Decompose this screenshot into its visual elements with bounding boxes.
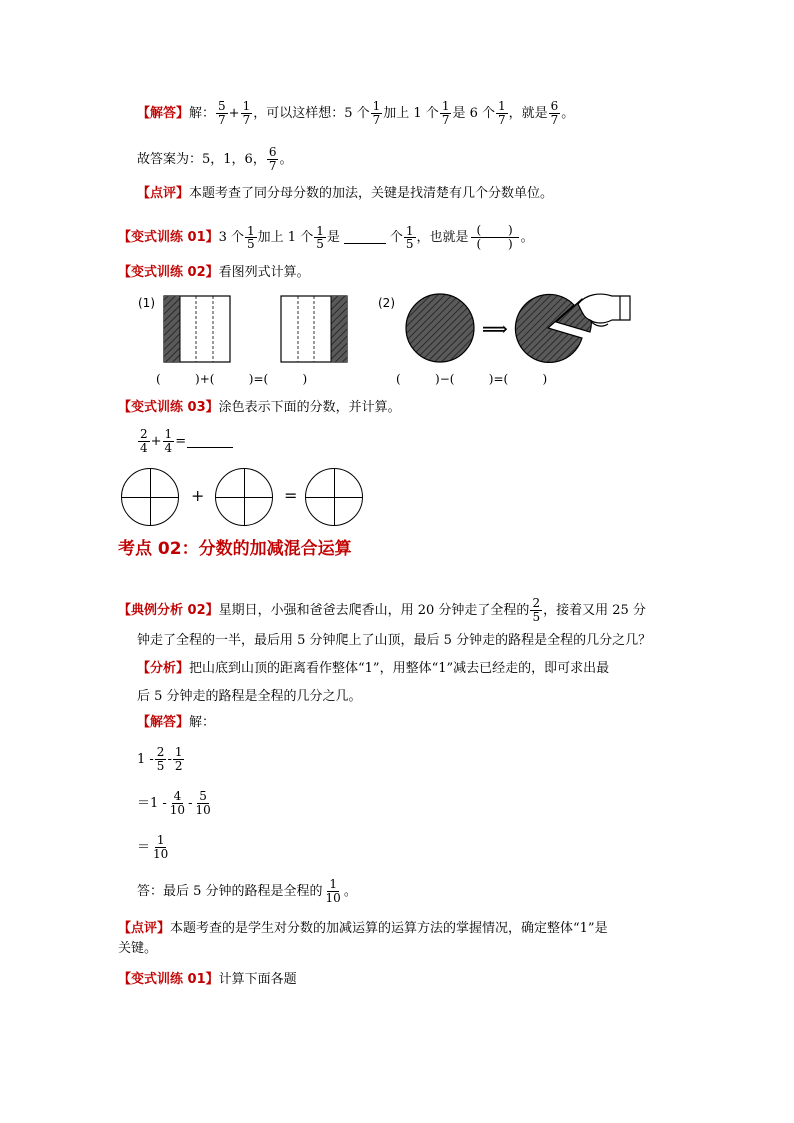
fraction: $\frac{1}{10}$: [153, 833, 169, 861]
fraction: $\frac{1}{5}$: [316, 223, 324, 252]
answer-tag: 【解答】: [137, 715, 190, 730]
plus-sign: +: [191, 486, 205, 505]
fraction: $\frac{2}{4}$: [140, 427, 148, 455]
fraction: $\frac{1}{4}$: [164, 427, 173, 455]
fraction: $\frac{2}{5}$: [156, 745, 165, 773]
quartered-circle-3[interactable]: [305, 468, 363, 526]
fraction: $\frac{4}{10}$: [169, 789, 186, 817]
train3-line: 【变式训练 03】 涂色表示下面的分数，并计算。: [118, 400, 401, 415]
arrow-icon: ⟹: [482, 319, 508, 340]
answer-tag: 【解答】: [137, 105, 190, 121]
comment-tag: 【点评】: [137, 186, 190, 201]
train1-tag: 【变式训练 01】: [118, 230, 219, 246]
equals-sign: =: [284, 486, 298, 505]
circle-full: [406, 294, 474, 362]
analysis-line-1: 【分析】 把山底到山顶的距离看作整体“1”，用整体“1”减去已经走的，即可求出最: [137, 661, 610, 676]
figure-label-2: (2): [378, 296, 395, 310]
equation-blanks-1[interactable]: ( )+( )=( ): [156, 372, 308, 386]
analysis-tag: 【分析】: [137, 661, 190, 676]
analysis-line-2: 后 5 分钟走的路程是全程的几分之几。: [137, 689, 362, 704]
train3-expression: $\frac{2}{4}$ + $\frac{1}{4}$ =: [137, 428, 237, 454]
answer-line: 【解答】 解： $\frac{5}{7}$ + $\frac{1}{7}$ ，可以这样想：5 个 $\frac{1}{7}$ 加上 1 个 $\frac{1}{7}$ 是 6 个 $\frac{1}{7}$ ，就是 $\frac{6}{7}$ 。: [137, 99, 575, 127]
fraction: $\frac{5}{7}$: [218, 99, 226, 127]
fraction: $\frac{1}{2}$: [174, 745, 183, 773]
comment-tag: 【点评】: [118, 921, 171, 936]
fraction: $\frac{1}{7}$: [242, 99, 251, 127]
example-comment-2: 关键。: [118, 941, 158, 956]
fraction: $\frac{1}{7}$: [372, 99, 381, 127]
train1-line: 【变式训练 01】 3 个 $\frac{1}{5}$ 加上 1 个 $\frac{1}{5}$ 是 个 $\frac{1}{5}$ ，也就是 ( ) ( ) 。: [118, 223, 534, 252]
step-1: 1 - $\frac{2}{5}$ - $\frac{1}{2}$: [137, 745, 183, 773]
final-answer: 答：最后 5 分钟的路程是全程的 $\frac{1}{10}$ 。: [137, 877, 357, 905]
square-right: [281, 296, 347, 362]
example-comment-1: 【点评】 本题考查的是学生对分数的加减运算的运算方法的掌握情况，确定整体“1”是: [118, 921, 608, 936]
figure-label-1: (1): [138, 296, 155, 310]
answer-blank[interactable]: [344, 231, 386, 244]
quartered-circle-2[interactable]: [215, 468, 273, 526]
comment-text: 本题考查了同分母分数的加法，关键是找清楚有几个分数单位。: [189, 186, 554, 201]
section-heading: 考点 02：分数的加减混合运算: [118, 539, 352, 559]
step-2: ＝1 - $\frac{4}{10}$ - $\frac{5}{10}$: [137, 789, 211, 817]
result-line: 故答案为：5，1，6， $\frac{6}{7}$ 。: [137, 145, 293, 173]
train2-tag: 【变式训练 02】: [118, 265, 219, 280]
fraction: $\frac{6}{7}$: [550, 99, 559, 127]
train4-tag: 【变式训练 01】: [118, 972, 219, 987]
quartered-circle-1[interactable]: [121, 468, 179, 526]
answer-prefix: 解：: [189, 105, 216, 121]
train3-tag: 【变式训练 03】: [118, 400, 219, 415]
step-3: ＝ $\frac{1}{10}$: [137, 833, 169, 861]
fraction: $\frac{6}{7}$: [268, 145, 277, 173]
example-line-2: 钟走了全程的一半，最后用 5 分钟爬上了山顶，最后 5 分钟走的路程是全程的几分之几？: [137, 633, 652, 648]
equation-blanks-2[interactable]: ( )−( )=( ): [396, 372, 548, 386]
fraction: $\frac{5}{10}$: [195, 789, 211, 817]
train2-line: 【变式训练 02】 看图列式计算。: [118, 265, 310, 280]
train4-line: 【变式训练 01】 计算下面各题: [118, 972, 297, 987]
train2-figure: [138, 290, 636, 390]
answer-fraction-blank[interactable]: ( ) ( ): [471, 224, 519, 251]
example-tag: 【典例分析 02】: [118, 602, 219, 618]
fraction: $\frac{1}{7}$: [441, 99, 450, 127]
example-answer-line: 【解答】 解：: [137, 715, 216, 730]
answer-blank[interactable]: [187, 435, 233, 448]
fraction: $\frac{2}{5}$: [532, 596, 541, 624]
fraction: $\frac{1}{5}$: [247, 223, 255, 252]
fraction: $\frac{1}{7}$: [498, 99, 506, 127]
comment-line: [137, 187, 553, 200]
example-line-1: 【典例分析 02】 星期日，小强和爸爸去爬香山，用 20 分钟走了全程的 $\frac{2}{5}$ ，接着又用 25 分: [118, 596, 646, 624]
fraction: $\frac{1}{5}$: [405, 223, 414, 252]
square-left: [164, 296, 230, 362]
fraction: $\frac{1}{10}$: [325, 877, 341, 905]
